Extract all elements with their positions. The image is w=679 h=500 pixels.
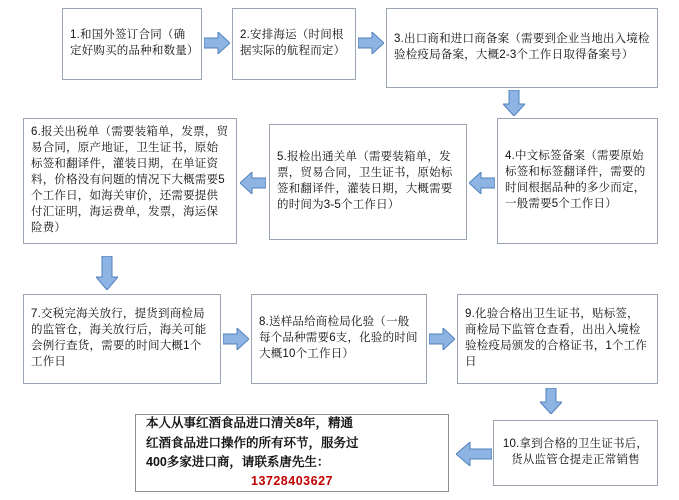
flow-node-5 (269, 124, 467, 240)
flow-node-8-label: 8.送样品给商检局化验（一般每个品种需要6支，化验的时间大概10个工作日） (259, 316, 418, 360)
arrow-8-to-9 (429, 328, 455, 350)
flow-node-5-label: 5.报检出通关单（需要装箱单，发票，贸易合同，卫生证书，原始标签和翻译件，灌装日期，大概需要的时间为3-5个工作日） (277, 151, 453, 211)
flow-node-3 (386, 8, 658, 88)
flow-node-4 (497, 118, 658, 244)
flow-node-10 (493, 420, 658, 486)
arrow-9-to-10 (540, 388, 562, 414)
flow-node-9 (457, 294, 658, 384)
flow-node-6-label: 6.报关出税单（需要装箱单，发票，贸易合同，原产地证，卫生证书，原始标签和翻译件，灌装日期，在单证资料，价格没有问题的情况下大概需要5个工作日，如海关审价，还需要提供付汇证明，海运费单，发票，海运保险费） (31, 126, 229, 234)
promo-line-3: 400多家进口商，请联系唐先生： (146, 455, 330, 469)
arrow-4-to-5 (469, 172, 495, 194)
flow-node-7 (23, 294, 221, 384)
promo-contact-box (135, 414, 449, 492)
arrow-6-to-7 (96, 256, 118, 290)
flow-node-9-label: 9.化验合格出卫生证书，贴标签，商检局下监管仓查看，出出入境检验检疫局颁发的合格证书，1个工作日 (465, 308, 648, 368)
flow-node-3-label: 3.出口商和进口商备案（需要到企业当地出入境检验检疫局备案，大概2-3个工作日取得备案号） (394, 33, 650, 61)
flow-node-8 (251, 294, 427, 384)
flow-node-1-label: 1.和国外签订合同（确定好购买的品种和数量） (70, 29, 199, 57)
flow-node-7-label: 7.交税完海关放行，提货到商检局的监管仓，海关放行后，海关可能会例行查货，需要的时间大概1个工作日 (31, 308, 207, 368)
flow-node-2-label: 2.安排海运（时间根据实际的航程而定） (240, 29, 346, 57)
flow-node-2 (232, 8, 356, 80)
promo-line-2: 红酒食品进口操作的所有环节，服务过 (146, 435, 359, 450)
promo-phone-number: 13728403627 (251, 474, 333, 489)
arrow-7-to-8 (223, 328, 249, 350)
arrow-2-to-3 (358, 32, 384, 54)
arrow-1-to-2 (204, 32, 230, 54)
promo-line-1: 本人从事红酒食品进口清关8年，精通 (146, 416, 353, 431)
flow-node-4-label: 4.中文标签备案（需要原始标签和标签翻译件，需要的时间根据品种的多少而定，一般需要5个工作日） (505, 150, 646, 210)
arrow-3-to-4 (503, 90, 525, 116)
flow-node-6 (23, 118, 237, 244)
arrow-10-to-promo (456, 442, 492, 466)
flow-node-1 (62, 8, 202, 80)
arrow-5-to-6 (240, 172, 266, 194)
flow-node-10-label: 10.拿到合格的卫生证书后，货从监管仓提走正常销售 (502, 438, 649, 466)
